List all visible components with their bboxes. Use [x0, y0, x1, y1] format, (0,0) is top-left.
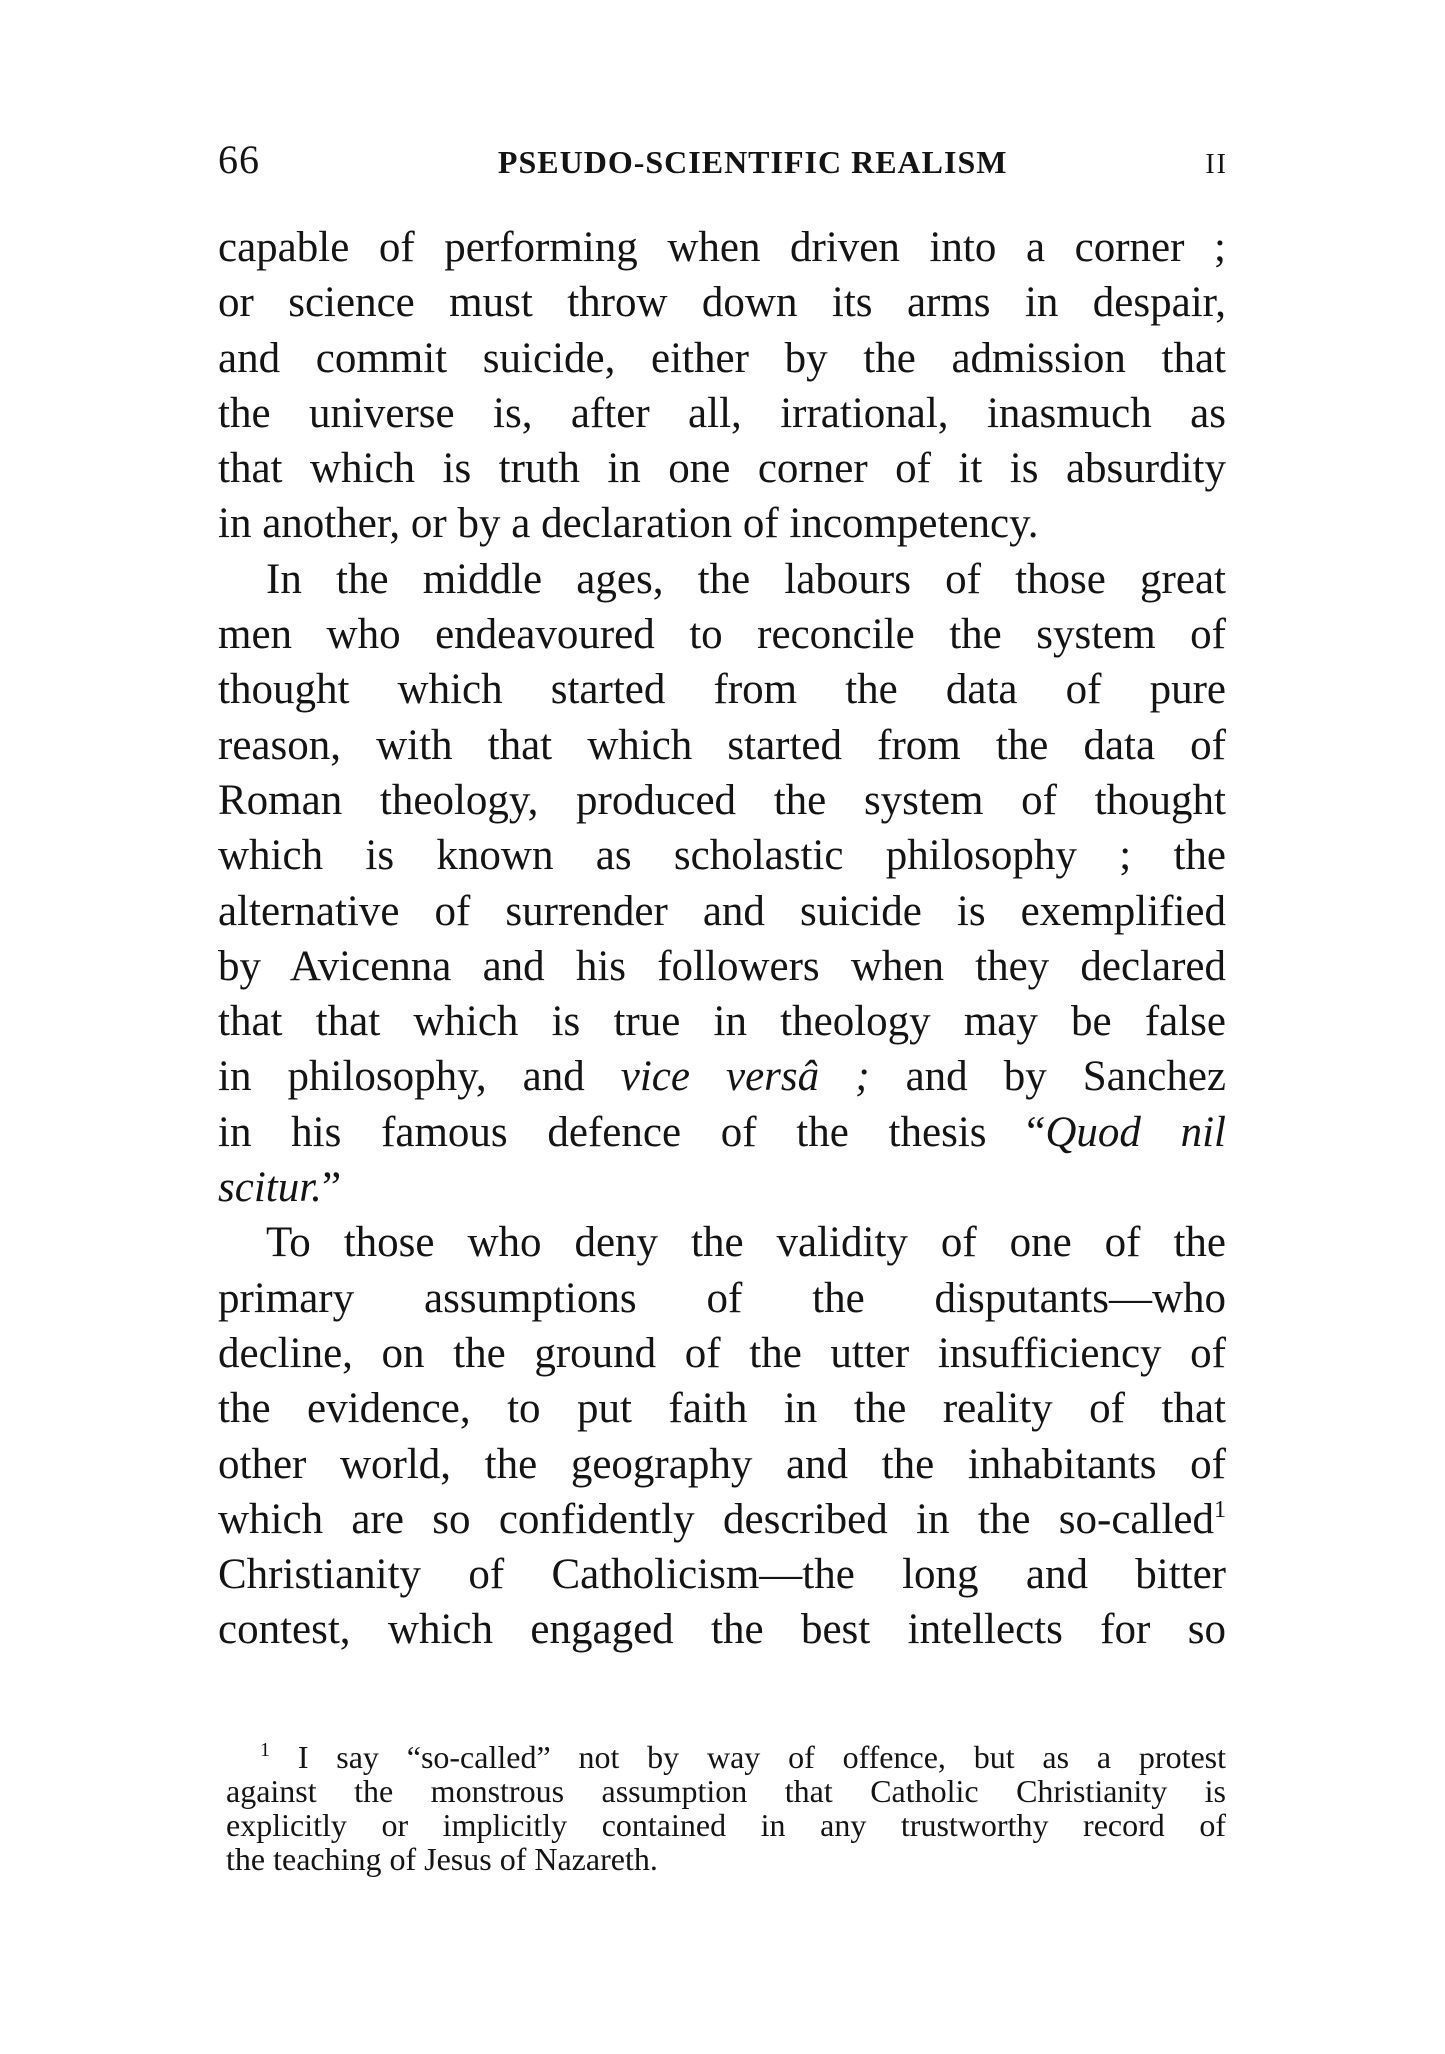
text-fragment: and by Sanchez: [905, 1053, 1227, 1101]
text-line: primary assumptions of the disputants—who: [218, 1274, 1226, 1322]
italic-phrase: scitur.: [218, 1164, 322, 1212]
text-line-mixed: [218, 1492, 1226, 1547]
footnote-line: explicitly or implicitly contained in any trustworthy record of: [226, 1807, 1226, 1843]
text-fragment: in philosophy, and: [218, 1053, 585, 1101]
running-title: PSEUDO-SCIENTIFIC REALISM: [497, 144, 1008, 180]
text-line: which is known as scholastic philosophy ; the: [218, 832, 1226, 880]
footnote-reference[interactable]: 1: [1214, 1496, 1226, 1523]
closing-quote: ”: [321, 1164, 342, 1212]
footnote-line: against the monstrous assumption that Catholic Christianity is: [226, 1773, 1226, 1809]
text-line-mixed: [218, 1105, 1226, 1160]
text-line: and commit suicide, either by the admission that: [218, 334, 1226, 382]
page-number: 66: [218, 137, 260, 182]
text-line: reason, with that which started from the data of: [218, 721, 1226, 769]
text-line: that that which is true in theology may be false: [218, 998, 1226, 1046]
text-line: by Avicenna and his followers when they declared: [218, 942, 1226, 990]
italic-phrase: vice versâ ;: [620, 1053, 870, 1101]
footnote-line: the teaching of Jesus of Nazareth.: [226, 1841, 658, 1877]
text-line: other world, the geography and the inhabitants of: [218, 1440, 1226, 1488]
text-line-mixed: [218, 1160, 1226, 1215]
text-line: the evidence, to put faith in the reality of that: [218, 1385, 1226, 1433]
paragraph-start-line: In the middle ages, the labours of those great: [266, 555, 1226, 603]
text-fragment: which are so confidently described in the so-called: [218, 1495, 1214, 1543]
chapter-number: II: [1205, 149, 1228, 180]
text-line: capable of performing when driven into a corner ;: [218, 224, 1226, 271]
text-line: that which is truth in one corner of it is absurdity: [218, 445, 1226, 493]
body-text: [218, 220, 1226, 1658]
text-line: or science must throw down its arms in despair,: [218, 279, 1226, 327]
text-line: decline, on the ground of the utter insufficiency of: [218, 1329, 1226, 1377]
text-line: thought which started from the data of pure: [218, 666, 1226, 714]
text-line: Christianity of Catholicism—the long and bitter: [218, 1551, 1226, 1599]
running-header: [218, 136, 1228, 186]
footnote-marker: 1: [260, 1739, 270, 1761]
paragraph-start-line: To those who deny the validity of one of the: [266, 1219, 1226, 1267]
text-line: alternative of surrender and suicide is exemplified: [218, 887, 1226, 935]
footnote-line: [226, 1740, 1226, 1774]
footnote: [226, 1740, 1226, 1876]
text-line: Roman theology, produced the system of thought: [218, 776, 1226, 824]
text-line: in another, or by a declaration of incompetency.: [218, 500, 1039, 548]
text-line: the universe is, after all, irrational, inasmuch as: [218, 389, 1226, 437]
text-line-mixed: [218, 1049, 1226, 1104]
text-line: contest, which engaged the best intellects for so: [218, 1606, 1226, 1654]
text-fragment: in his famous defence of the thesis “: [218, 1108, 1046, 1156]
footnote-text: I say “so-called” not by way of offence, but as a protest: [297, 1739, 1227, 1775]
text-line: men who endeavoured to reconcile the system of: [218, 611, 1226, 659]
italic-phrase: Quod nil: [1045, 1108, 1226, 1156]
